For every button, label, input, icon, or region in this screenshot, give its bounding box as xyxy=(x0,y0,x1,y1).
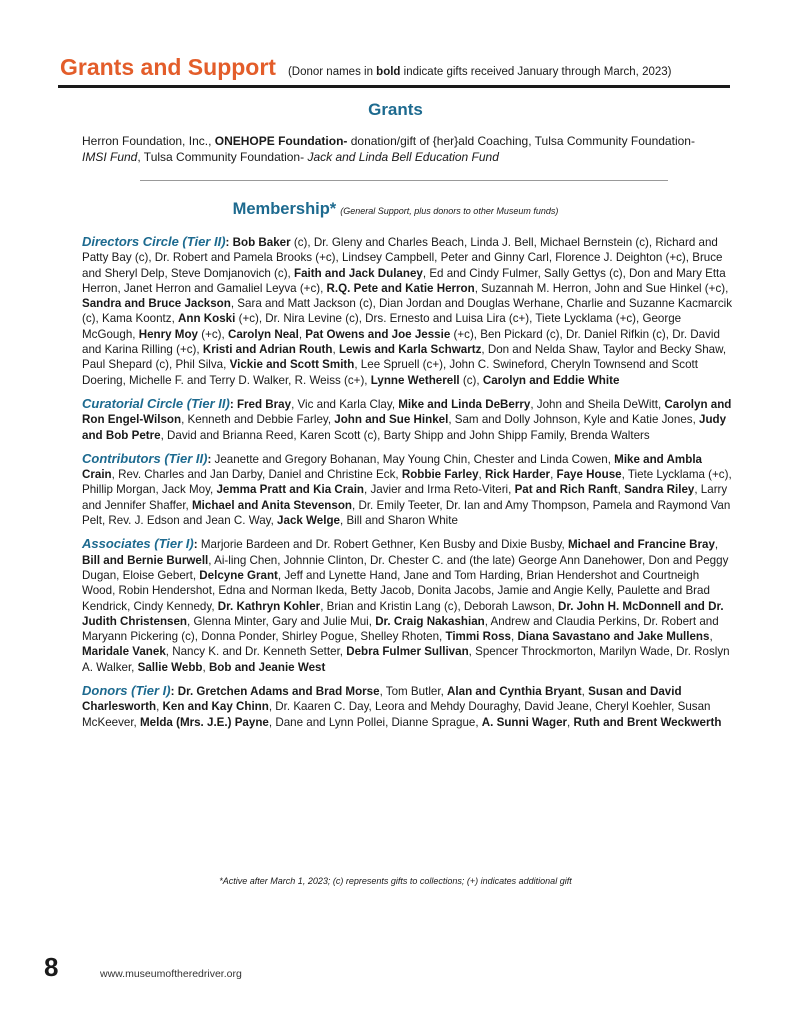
header-rule xyxy=(58,85,730,88)
text-segment: , Tom Butler, xyxy=(379,685,448,699)
donor-name-bold: Faye House xyxy=(556,468,622,482)
page-title: Grants and Support xyxy=(60,54,276,80)
text-segment: , Dr. Emily Teeter, Dr. Ian and Amy Thompson, Pamela and Raymond Van Pelt, Rev. J. Edson and Jean C. Way, xyxy=(82,498,731,528)
donor-name-bold: Debra Fulmer Sullivan xyxy=(346,645,469,659)
page-header xyxy=(60,54,730,81)
donor-name-bold: Timmi Ross xyxy=(445,630,511,644)
donor-name-bold: Pat and Rich Ranft xyxy=(514,483,618,497)
donor-name-bold: Maridale Vanek xyxy=(82,645,166,659)
text-segment: , Tiete Lycklama (+c), Phillip Morgan, Jack Moy, xyxy=(82,468,732,497)
text-segment: , Spencer Throckmorton, Marilyn Wade, Dr. Roslyn A. Walker, xyxy=(82,645,730,674)
header-note-bold: bold xyxy=(376,66,401,78)
donor-name-bold: Mike and Linda DeBerry xyxy=(398,397,531,411)
donor-name-bold: Vickie and Scott Smith xyxy=(229,358,355,372)
donor-name-bold: A. Sunni Wager xyxy=(481,715,568,729)
donor-name-bold: Susan and David Charlesworth xyxy=(82,685,682,714)
donor-name-bold: Jack Welge xyxy=(277,514,340,528)
text-segment: , xyxy=(567,715,574,729)
text-segment: , Vic and Karla Clay, xyxy=(291,397,399,411)
text-segment: , Javier and Irma Reto-Viteri, xyxy=(364,483,515,497)
text-segment: , xyxy=(709,630,713,644)
membership-tier xyxy=(82,536,734,675)
donor-name-bold: Delcyne Grant xyxy=(199,568,278,582)
donor-name-bold: Carolyn and Eddie White xyxy=(482,373,620,387)
text-segment: Herron Foundation, Inc., xyxy=(82,134,215,148)
donor-name-bold: Rick Harder xyxy=(484,468,551,482)
donor-name-bold: Ken and Kay Chinn xyxy=(162,700,269,714)
donor-name-bold: Ann Koski xyxy=(178,312,236,326)
donor-name-bold: Lynne Wetherell xyxy=(370,373,460,387)
donor-name-bold: Michael and Francine Bray xyxy=(567,538,715,552)
donor-name-bold: R.Q. Pete and Katie Herron xyxy=(326,281,475,295)
donor-name-bold: Dr. John H. McDonnell and Dr. Judith Christensen xyxy=(82,599,724,628)
tier-label: Donors (Tier I) xyxy=(82,683,171,699)
membership-tier-list xyxy=(82,234,734,738)
donor-name-bold: Fred Bray xyxy=(236,397,292,411)
donor-name-bold: Alan and Cynthia Bryant xyxy=(447,685,582,699)
donor-name-bold: Faith and Jack Dulaney xyxy=(294,266,423,280)
text-segment: , xyxy=(550,468,557,482)
membership-tier xyxy=(82,451,734,528)
text-segment: (+c), Dr. Nira Levine (c), Drs. Ernesto and Luisa Lira (c+), Tiete Lycklama (+c), George McGough, xyxy=(82,312,682,341)
fund-name-italic: IMSI Fund xyxy=(82,150,138,164)
text-segment: , Rev. Charles and Jan Darby, Daniel and Christine Eck, xyxy=(111,468,402,482)
fund-name-italic: Jack and Linda Bell Education Fund xyxy=(307,150,499,164)
footnote: *Active after March 1, 2023; (c) represents gifts to collections; (+) indicates additional gift xyxy=(219,876,572,886)
text-segment: , John and Sheila DeWitt, xyxy=(530,397,665,411)
membership-heading xyxy=(0,200,791,219)
text-segment: , Glenna Minter, Gary and Julie Mui, xyxy=(187,614,376,628)
text-segment: , Bill and Sharon White xyxy=(340,514,458,528)
donor-name-bold: Melda (Mrs. J.E.) Payne xyxy=(140,715,269,729)
text-segment: Marjorie Bardeen and Dr. Robert Gethner, Ken Busby and Dixie Busby, xyxy=(200,538,568,552)
text-segment: , Larry and Jennifer Shaffer, xyxy=(82,483,728,512)
text-segment: , xyxy=(581,685,589,699)
donor-name-bold: Bob and Jeanie West xyxy=(208,660,326,674)
tier-label-colon: : xyxy=(170,685,178,699)
grants-paragraph xyxy=(82,133,712,165)
donor-name-bold: Carolyn Neal xyxy=(227,327,299,341)
donor-name-bold: Judy and Bob Petre xyxy=(82,413,727,442)
text-segment: , Kenneth and Debbie Farley, xyxy=(181,413,335,427)
donor-name-bold: Dr. Craig Nakashian xyxy=(375,614,485,628)
membership-title: Membership* xyxy=(232,200,337,218)
header-note-post: indicate gifts received January through March, 2023) xyxy=(400,66,672,78)
donor-name-bold: Kristi and Adrian Routh xyxy=(202,343,333,357)
donor-name-bold: Dr. Gretchen Adams and Brad Morse xyxy=(177,685,380,699)
donor-name-bold: Sallie Webb xyxy=(137,660,203,674)
text-segment: , David and Brianna Reed, Karen Scott (c), Barty Shipp and John Shipp Family, Brenda Walters xyxy=(160,428,650,442)
text-segment: , Tulsa Community Foundation- xyxy=(137,150,308,164)
donor-name-bold: Ruth and Brent Weckwerth xyxy=(573,715,722,729)
text-segment: , xyxy=(617,483,625,497)
text-segment: , Jeff and Lynette Hand, Jane and Tom Harding, Brian Hendershot and Courtneigh Wood, Robin Hendershot, Edna and Norman Ikeda, Betty Jacob, Donita Jacobs, Jamie and Angie Kelly, Paulette and Brad Kendrick, Cindy Kennedy, xyxy=(82,568,710,613)
text-segment: (+c), Ben Pickard (c), Dr. Daniel Rifkin (c), Dr. David and Karina Rilling (+c), xyxy=(82,327,720,357)
text-segment: , xyxy=(298,327,306,341)
text-segment: , Sara and Matt Jackson (c), Dian Jordan and Douglas Werhane, Charlie and Suzanne Kacmarcik (c), Kama Koontz, xyxy=(82,297,733,326)
text-segment: , Lee Spruell (c+), John C. Swineford, Cheryln Townsend and Scott Doering, Michelle F. and Terry D. Walker, R. Weiss (c+), xyxy=(82,358,698,387)
text-segment: , Andrew and Claudia Perkins, Dr. Robert and Maryann Pickering (c), Donna Ponder, Shirley Pogue, Shelley Rhoten, xyxy=(82,614,719,644)
tier-label: Associates (Tier I) xyxy=(82,536,194,552)
text-segment: donation/gift of {her}ald Coaching, Tulsa Community Foundation- xyxy=(347,134,695,148)
tier-label-colon: : xyxy=(229,397,237,411)
text-segment: (+c), xyxy=(198,327,228,341)
header-note-pre: (Donor names in xyxy=(287,66,377,78)
membership-tier xyxy=(82,683,734,730)
tier-label-colon: : xyxy=(193,538,201,552)
donor-name-bold: Sandra Riley xyxy=(624,483,695,497)
text-segment: , Sam and Dolly Johnson, Kyle and Katie Jones, xyxy=(448,413,700,427)
membership-tier xyxy=(82,396,734,443)
grants-heading: Grants xyxy=(368,100,423,119)
text-segment: , Suzannah M. Herron, John and Sue Hinkel (+c), xyxy=(474,281,729,295)
text-segment: , xyxy=(478,468,485,482)
text-segment: (c), Dr. Gleny and Charles Beach, Linda J. Bell, Michael Bernstein (c), Richard and Patty Bay (c), Dr. Robert and Pamela Brooks (+c), Lindsey Campbell, Peter and Ginny Carl, Florence J. Deighton (+c), Bruce and Sheryl Delp, Steve Domjanovich (c), xyxy=(82,236,723,280)
donor-name-bold: Pat Owens and Joe Jessie xyxy=(305,327,451,341)
text-segment: , Don and Nelda Shaw, Taylor and Becky Shaw, Paul Shepard (c), Phil Silva, xyxy=(82,343,727,372)
membership-subtitle: (General Support, plus donors to other Museum funds) xyxy=(340,206,559,216)
donor-name-bold: Robbie Farley xyxy=(401,468,479,482)
donor-name-bold: Bob Baker xyxy=(232,236,291,249)
donor-name-bold: Dr. Kathryn Kohler xyxy=(217,599,321,613)
donor-name-bold: Sandra and Bruce Jackson xyxy=(82,297,231,311)
tier-label-colon: : xyxy=(207,452,215,466)
text-segment: , xyxy=(714,538,719,552)
text-segment: , Ed and Cindy Fulmer, Sally Gettys (c), Don and Mary Etta Herron, Janet Herron and Gamaliel Leyva (+c), xyxy=(82,266,726,295)
membership-tier xyxy=(82,234,734,388)
tier-label: Curatorial Circle (Tier II) xyxy=(82,395,230,411)
header-note xyxy=(288,66,672,78)
donor-name-bold: Bill and Bernie Burwell xyxy=(82,553,209,567)
donor-name-bold: Diana Savastano and Jake Mullens xyxy=(517,630,710,644)
text-segment: , xyxy=(156,700,163,714)
donor-name-bold: Jemma Pratt and Kia Crain xyxy=(216,483,365,497)
text-segment: , xyxy=(332,343,339,357)
text-segment: (c), xyxy=(459,373,483,387)
donor-name-bold: Carolyn and Ron Engel-Wilson xyxy=(82,397,732,427)
text-segment: , xyxy=(510,630,518,644)
tier-label-colon: : xyxy=(225,236,233,249)
text-segment: , xyxy=(202,660,209,674)
text-segment: , Nancy K. and Dr. Kenneth Setter, xyxy=(165,645,347,659)
donor-name-bold: Michael and Anita Stevenson xyxy=(192,498,353,512)
text-segment: , Dr. Kaaren C. Day, Leora and Mehdy Douraghy, David Jeane, Cheryl Koehler, Susan McKeever, xyxy=(82,700,711,729)
tier-label: Directors Circle (Tier II) xyxy=(82,234,226,249)
page-number: 8 xyxy=(44,952,59,982)
donor-name-bold: Mike and Ambla Crain xyxy=(82,452,702,482)
text-segment: , Dane and Lynn Pollei, Dianne Sprague, xyxy=(268,715,482,729)
text-segment: , Ai-ling Chen, Johnnie Clinton, Dr. Chester C. and (the late) George Ann Danehower, Don and Peggy Dugan, Eloise Gebert, xyxy=(82,553,729,582)
text-segment: Jeanette and Gregory Bohanan, May Young Chin, Chester and Linda Cowen, xyxy=(214,452,615,466)
footer-url: www.museumoftheredriver.org xyxy=(100,968,242,980)
donor-name-bold: Lewis and Karla Schwartz xyxy=(338,343,482,357)
text-segment: , Brian and Kristin Lang (c), Deborah Lawson, xyxy=(320,599,558,613)
tier-label: Contributors (Tier II) xyxy=(82,450,208,466)
donor-name-bold: ONEHOPE Foundation- xyxy=(214,134,348,148)
section-divider xyxy=(140,180,668,181)
donor-name-bold: Henry Moy xyxy=(138,327,198,341)
donor-name-bold: John and Sue Hinkel xyxy=(334,413,449,427)
